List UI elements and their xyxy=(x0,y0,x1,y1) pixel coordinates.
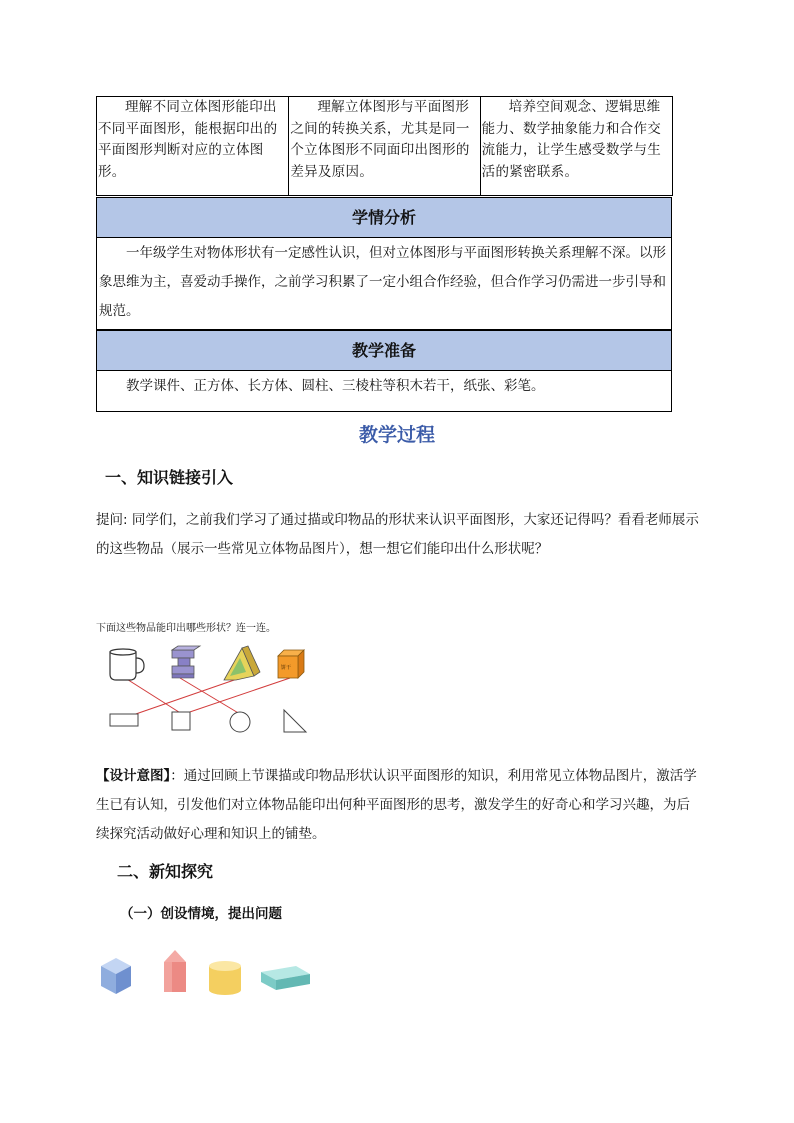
design-intent-label: 【设计意图】 xyxy=(96,768,171,784)
circle-shape xyxy=(230,712,250,732)
objectives-table xyxy=(96,96,673,196)
triangular-prism-package-icon xyxy=(224,646,260,680)
literacy-goal-cell: 培养空间观念、逻辑思维能力、数学抽象能力和合作交流能力，让学生感受数学与生活的紧密联系。 xyxy=(480,97,672,196)
cup-icon xyxy=(110,649,144,680)
section2-subheading: （一）创设情境，提出问题 xyxy=(120,906,282,922)
process-title: 教学过程 xyxy=(358,424,435,446)
stacked-blocks-icon xyxy=(172,646,200,678)
rectangular-block-icon xyxy=(261,966,310,990)
box-label: 饼干 xyxy=(281,665,292,671)
cube-icon xyxy=(101,958,131,994)
cuboid-box-icon xyxy=(278,650,304,678)
cylinder-icon xyxy=(209,961,241,995)
prism-icon xyxy=(164,950,186,992)
triangle-shape xyxy=(284,710,306,732)
preparation-body: 教学课件、正方体、长方体、圆柱、三棱柱等积木若干，纸张、彩笔。 xyxy=(96,371,672,412)
design-intent xyxy=(96,762,700,849)
match-lines xyxy=(122,676,290,716)
section2-heading: 二、新知探究 xyxy=(117,862,214,881)
section1-question: 提问: 同学们，之前我们学习了通过描或印物品的形状来认识平面图形，大家还记得吗？看看老师展示的这些物品（展示一些常见立体物品图片），想一想它们能印出什么形状呢？ xyxy=(96,512,699,557)
matching-figure xyxy=(100,636,315,736)
design-intent-text: ：通过回顾上节课描或印物品形状认识平面图形的知识，利用常见立体物品图片，激活学生已有认知，引发他们对立体物品能印出何种平面图形的思考，激发学生的好奇心和学习兴趣，为后续探究活动做好心理和知识上的铺垫。 xyxy=(96,768,697,842)
knowledge-goal-cell: 理解不同立体图形能印出不同平面图形，能根据印出的平面图形判断对应的立体图形。 xyxy=(97,97,289,196)
section1-heading: 一、知识链接引入 xyxy=(105,468,234,487)
learning-analysis-body: 一年级学生对物体形状有一定感性认识，但对立体图形与平面图形转换关系理解不深。以形象思维为主，喜爱动手操作，之前学习积累了一定小组合作经验，但合作学习仍需进一步引导和规范。 xyxy=(96,238,672,330)
rectangle-shape xyxy=(110,714,138,726)
square-shape xyxy=(172,712,190,730)
preparation-heading: 教学准备 xyxy=(96,330,672,371)
match-line xyxy=(130,678,240,716)
ability-goal-cell: 理解立体图形与平面图形之间的转换关系，尤其是同一个立体图形不同面印出图形的差异及原因。 xyxy=(289,97,480,196)
figure-caption: 下面这些物品能印出哪些形状？连一连。 xyxy=(96,623,276,634)
solid-shapes-figure xyxy=(96,946,316,1002)
learning-analysis-heading: 学情分析 xyxy=(96,197,672,238)
objectives-row xyxy=(97,97,673,196)
